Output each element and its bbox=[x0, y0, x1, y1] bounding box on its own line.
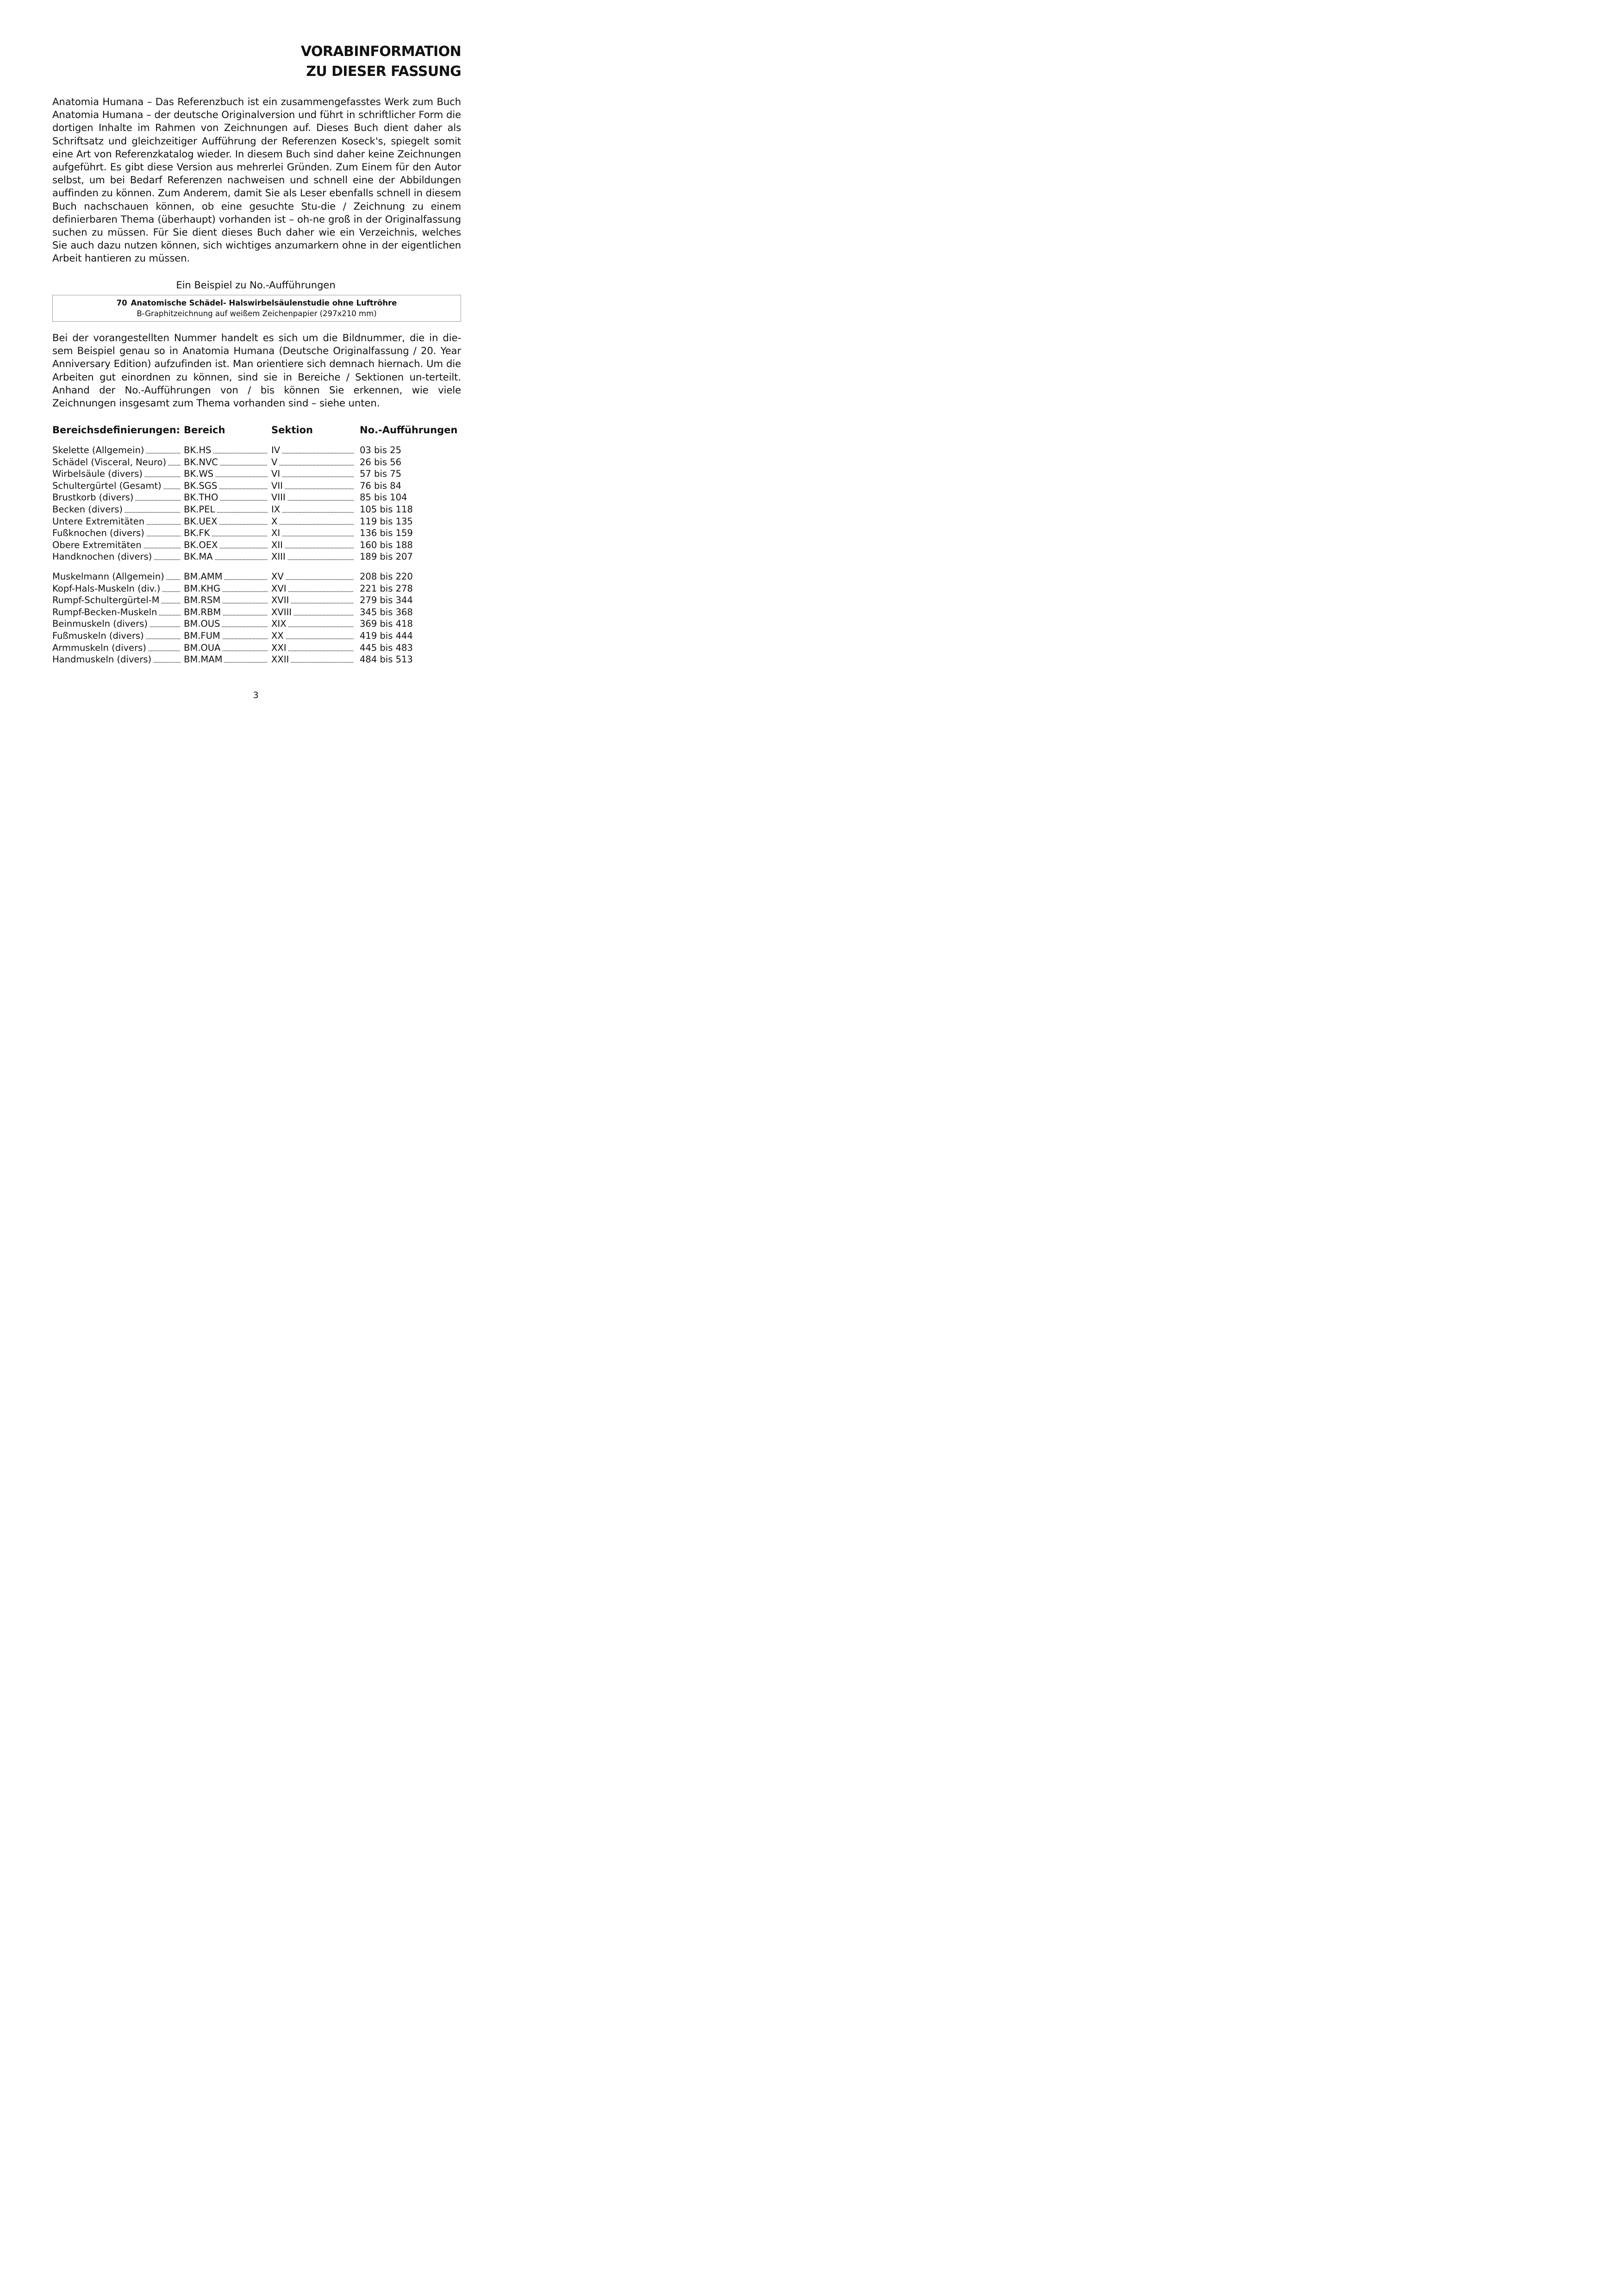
area-name-cell bbox=[52, 516, 181, 528]
bereich-cell-text: BK.NVC bbox=[184, 456, 218, 468]
area-name-cell-text: Rumpf-Schultergürtel-M bbox=[52, 595, 160, 606]
sektion-cell bbox=[271, 642, 354, 654]
area-name-cell bbox=[52, 456, 181, 468]
bereich-cell bbox=[184, 468, 268, 480]
title-line-2: ZU DIESER FASSUNG bbox=[306, 63, 461, 80]
area-name-cell-text: Schädel (Visceral, Neuro) bbox=[52, 456, 167, 468]
range-cell: 484 bis 513 bbox=[360, 654, 413, 665]
bereich-cell-text: BM.KHG bbox=[184, 583, 220, 594]
dot-leader bbox=[222, 650, 268, 651]
dot-leader bbox=[220, 500, 268, 501]
area-name-cell-text: Obere Extremitäten bbox=[52, 539, 142, 550]
sektion-cell-text: X bbox=[271, 516, 278, 527]
bereich-cell bbox=[184, 504, 268, 516]
area-name-cell bbox=[52, 618, 181, 630]
example-heading: Ein Beispiel zu No.-Aufführungen bbox=[176, 280, 336, 291]
header-no-auffuehrungen: No.-Aufführungen bbox=[360, 424, 458, 436]
area-name-cell-text: Handmuskeln (divers) bbox=[52, 654, 152, 665]
dot-leader bbox=[217, 512, 268, 513]
sektion-cell bbox=[271, 456, 354, 468]
area-name-cell-text: Wirbelsäule (divers) bbox=[52, 468, 143, 480]
dot-leader bbox=[282, 512, 354, 513]
page-title bbox=[301, 42, 461, 81]
area-name-cell-text: Armmuskeln (divers) bbox=[52, 642, 146, 653]
bereich-cell-text: BK.THO bbox=[184, 492, 219, 503]
dot-leader bbox=[144, 476, 181, 477]
area-name-cell-text: Skelette (Allgemein) bbox=[52, 445, 144, 455]
area-name-cell bbox=[52, 571, 181, 583]
example-box bbox=[52, 295, 461, 322]
bereich-cell-text: BK.HS bbox=[184, 445, 212, 455]
intro-paragraph-text: Anatomia Humana – Das Referenzbuch ist ein zusammengefasstes Werk zum Buch Anatomia Humana – der deutsche Originalversion und führt in schriftlicher Form die dortigen Inhalte im Rahmen von Zeichnungen auf. Dieses Buch dient daher als Schriftsatz und gleichzeitiger Aufführung der Referenzen Koseck's, spiegelt somit eine Art von Referenzkatalog wieder. In diesem Buch sind daher keine Zeichnungen aufgeführt. Es gibt diese Version aus mehrerlei Gründen. Zum Einem für den Autor selbst, um bei Bedarf Referenzen nachweisen und schnell eine der Abbildungen auffinden zu können. Zum Anderem, damit Sie als Leser ebenfalls schnell in diesem Buch nachschauen können, ob eine gesuchte Stu-die / Zeichnung zu einem definierbaren Thema (überhaupt) vorhanden ist – oh-ne groß in der Originalfassung suchen zu müssen. Für Sie dient dieses Buch daher wie ein Verzeichnis, welches Sie auch dazu nutzen können, sich wichtiges anzumarkern ohne in der eigentlichen Arbeit hantieren zu müssen. bbox=[52, 96, 461, 264]
dot-leader bbox=[146, 453, 181, 454]
dot-leader bbox=[286, 638, 354, 639]
area-name-cell bbox=[52, 527, 181, 539]
dot-leader bbox=[146, 638, 181, 639]
area-name-cell-text: Untere Extremitäten bbox=[52, 516, 145, 527]
sektion-cell bbox=[271, 444, 354, 456]
table-row bbox=[52, 516, 464, 528]
bereich-cell-text: BK.OEX bbox=[184, 539, 218, 550]
area-name-cell-text: Kopf-Hals-Muskeln (div.) bbox=[52, 583, 161, 594]
area-name-cell bbox=[52, 606, 181, 618]
sektion-cell bbox=[271, 571, 354, 583]
table-row bbox=[52, 618, 464, 630]
sektion-cell bbox=[271, 480, 354, 492]
sektion-cell bbox=[271, 504, 354, 516]
dot-leader bbox=[223, 615, 268, 616]
sektion-cell-text: VII bbox=[271, 480, 283, 491]
sektion-cell bbox=[271, 551, 354, 563]
dot-leader bbox=[213, 453, 268, 454]
table-row bbox=[52, 444, 464, 456]
dot-leader bbox=[222, 591, 268, 592]
dot-leader bbox=[215, 476, 268, 477]
table-row bbox=[52, 551, 464, 563]
sektion-cell bbox=[271, 618, 354, 630]
bereich-cell-text: BK.WS bbox=[184, 468, 214, 480]
bereich-cell bbox=[184, 551, 268, 563]
area-name-cell bbox=[52, 642, 181, 654]
dot-leader bbox=[215, 559, 268, 560]
dot-leader bbox=[287, 559, 354, 560]
area-name-cell bbox=[52, 551, 181, 563]
table-row bbox=[52, 642, 464, 654]
range-cell: 221 bis 278 bbox=[360, 583, 413, 594]
area-name-cell bbox=[52, 504, 181, 516]
area-name-cell bbox=[52, 480, 181, 492]
range-cell: 189 bis 207 bbox=[360, 551, 413, 562]
dot-leader bbox=[288, 591, 354, 592]
dot-leader bbox=[135, 500, 181, 501]
table-row bbox=[52, 539, 464, 551]
dot-leader bbox=[219, 548, 268, 549]
range-cell: 85 bis 104 bbox=[360, 492, 407, 503]
range-cell: 369 bis 418 bbox=[360, 618, 413, 630]
bereich-cell bbox=[184, 618, 268, 630]
area-name-cell-text: Fußknochen (divers) bbox=[52, 528, 144, 539]
sektion-cell-text: XXI bbox=[271, 642, 287, 653]
area-name-cell-text: Muskelmann (Allgemein) bbox=[52, 571, 164, 582]
table-row bbox=[52, 480, 464, 492]
sektion-cell bbox=[271, 492, 354, 504]
bereich-cell-text: BK.MA bbox=[184, 551, 213, 562]
dot-leader bbox=[222, 638, 268, 639]
area-name-cell bbox=[52, 594, 181, 606]
range-cell: 76 bis 84 bbox=[360, 480, 401, 491]
page-number: 3 bbox=[253, 690, 259, 700]
dot-leader bbox=[150, 626, 181, 627]
dot-leader bbox=[288, 650, 354, 651]
explanation-paragraph-text: Bei der vorangestellten Nummer handelt es sich um die Bildnummer, die in die-sem Beispiel genau so in Anatomia Humana (Deutsche Originalfassung / 20. Year Anniversary Edition) aufzufinden ist. Man orientiere sich demnach hiernach. Um die Arbeiten gut einordnen zu können, sind sie in Bereiche / Sektionen un-terteilt. Anhand der No.-Aufführungen von / bis können Sie erkennen, wie viele Zeichnungen insgesamt zum Thema vorhanden sind – siehe unten. bbox=[52, 332, 461, 409]
range-cell: 279 bis 344 bbox=[360, 595, 413, 606]
header-bereich: Bereich bbox=[184, 424, 225, 436]
area-name-cell bbox=[52, 539, 181, 551]
dot-leader bbox=[153, 662, 181, 663]
document-page bbox=[0, 0, 512, 723]
dot-leader bbox=[220, 465, 268, 466]
range-cell: 208 bis 220 bbox=[360, 571, 413, 582]
dot-leader bbox=[161, 603, 181, 604]
sektion-cell-text: XVII bbox=[271, 595, 289, 606]
sektion-cell-text: XIII bbox=[271, 551, 286, 562]
bereich-cell-text: BM.RSM bbox=[184, 595, 221, 606]
table-row bbox=[52, 492, 464, 504]
table-row bbox=[52, 468, 464, 480]
area-name-cell bbox=[52, 654, 181, 666]
area-name-cell-text: Fußmuskeln (divers) bbox=[52, 630, 144, 641]
area-name-cell-text: Beinmuskeln (divers) bbox=[52, 618, 148, 630]
bereich-cell bbox=[184, 654, 268, 666]
dot-leader bbox=[219, 524, 268, 525]
dot-leader bbox=[148, 650, 181, 651]
table-row bbox=[52, 571, 464, 583]
bereich-cell bbox=[184, 492, 268, 504]
bereich-cell bbox=[184, 642, 268, 654]
bereich-cell bbox=[184, 444, 268, 456]
bereich-cell-text: BK.FK bbox=[184, 528, 210, 539]
dot-leader bbox=[291, 662, 354, 663]
sektion-cell-text: VI bbox=[271, 468, 281, 480]
table-row bbox=[52, 606, 464, 618]
explanation-paragraph bbox=[52, 331, 461, 410]
dot-leader bbox=[224, 662, 268, 663]
bereich-cell bbox=[184, 539, 268, 551]
sektion-cell bbox=[271, 630, 354, 642]
bereich-cell bbox=[184, 630, 268, 642]
sektion-cell-text: XII bbox=[271, 539, 283, 550]
sektion-cell bbox=[271, 468, 354, 480]
table-row bbox=[52, 583, 464, 595]
bereich-cell-text: BM.OUA bbox=[184, 642, 221, 653]
bereich-cell bbox=[184, 606, 268, 618]
dot-leader bbox=[287, 500, 354, 501]
table-row bbox=[52, 654, 464, 666]
dot-leader bbox=[168, 465, 181, 466]
dot-leader bbox=[154, 559, 181, 560]
area-name-cell bbox=[52, 630, 181, 642]
area-name-cell bbox=[52, 468, 181, 480]
bereich-cell-text: BM.OUS bbox=[184, 618, 220, 630]
header-bereichsdefinierungen: Bereichsdefinierungen: bbox=[52, 424, 181, 436]
bereich-cell-text: BK.PEL bbox=[184, 504, 215, 515]
dot-leader bbox=[222, 626, 268, 627]
dot-leader bbox=[294, 615, 354, 616]
range-cell: 105 bis 118 bbox=[360, 504, 413, 515]
table-row bbox=[52, 456, 464, 468]
sektion-cell bbox=[271, 527, 354, 539]
dot-leader bbox=[222, 603, 268, 604]
area-name-cell bbox=[52, 444, 181, 456]
dot-leader bbox=[291, 603, 354, 604]
bereich-cell-text: BM.AMM bbox=[184, 571, 223, 582]
sektion-cell-text: XV bbox=[271, 571, 284, 582]
bereich-cell bbox=[184, 456, 268, 468]
area-name-cell bbox=[52, 583, 181, 595]
dot-leader bbox=[163, 488, 181, 489]
sektion-cell-text: IV bbox=[271, 445, 281, 455]
sektion-cell bbox=[271, 594, 354, 606]
sektion-cell-text: V bbox=[271, 456, 278, 468]
range-cell: 345 bis 368 bbox=[360, 606, 413, 617]
sektion-cell-text: XVIII bbox=[271, 606, 292, 617]
dot-leader bbox=[162, 591, 181, 592]
range-cell: 119 bis 135 bbox=[360, 516, 413, 527]
bereich-cell-text: BK.SGS bbox=[184, 480, 218, 491]
intro-paragraph bbox=[52, 95, 461, 265]
bereich-cell bbox=[184, 583, 268, 595]
bereich-cell bbox=[184, 594, 268, 606]
sektion-cell bbox=[271, 583, 354, 595]
dot-leader bbox=[146, 524, 181, 525]
bereich-cell bbox=[184, 571, 268, 583]
example-number: 70 bbox=[116, 299, 127, 307]
dot-leader bbox=[125, 512, 181, 513]
dot-leader bbox=[224, 579, 268, 580]
sektion-cell-text: XX bbox=[271, 630, 284, 641]
area-name-cell-text: Brustkorb (divers) bbox=[52, 492, 134, 503]
table-row bbox=[52, 630, 464, 642]
example-title: Anatomische Schädel- Halswirbelsäulenstudie ohne Luftröhre bbox=[131, 299, 397, 307]
range-cell: 136 bis 159 bbox=[360, 528, 413, 539]
sektion-cell bbox=[271, 539, 354, 551]
bereich-cell-text: BM.FUM bbox=[184, 630, 220, 641]
range-cell: 445 bis 483 bbox=[360, 642, 413, 653]
sektion-cell-text: VIII bbox=[271, 492, 286, 503]
dot-leader bbox=[166, 579, 181, 580]
bereich-cell bbox=[184, 480, 268, 492]
bereich-cell bbox=[184, 527, 268, 539]
example-title-line bbox=[53, 299, 461, 308]
dot-leader bbox=[285, 548, 354, 549]
sektion-cell-text: XVI bbox=[271, 583, 287, 594]
sektion-cell bbox=[271, 516, 354, 528]
range-cell: 03 bis 25 bbox=[360, 445, 401, 455]
bereich-cell bbox=[184, 516, 268, 528]
area-name-cell bbox=[52, 492, 181, 504]
bereich-cell-text: BM.RBM bbox=[184, 606, 221, 617]
example-subtitle: B-Graphitzeichnung auf weißem Zeichenpapier (297x210 mm) bbox=[137, 309, 377, 318]
range-cell: 160 bis 188 bbox=[360, 539, 413, 550]
dot-leader bbox=[159, 615, 181, 616]
dot-leader bbox=[279, 465, 354, 466]
sektion-cell bbox=[271, 606, 354, 618]
area-name-cell-text: Becken (divers) bbox=[52, 504, 123, 515]
range-cell: 419 bis 444 bbox=[360, 630, 413, 641]
bereich-cell-text: BK.UEX bbox=[184, 516, 218, 527]
dot-leader bbox=[286, 579, 354, 580]
dot-leader bbox=[282, 476, 354, 477]
title-line-1: VORABINFORMATION bbox=[300, 44, 461, 60]
range-cell: 26 bis 56 bbox=[360, 456, 401, 468]
area-name-cell-text: Handknochen (divers) bbox=[52, 551, 152, 562]
sektion-cell bbox=[271, 654, 354, 666]
dot-leader bbox=[285, 488, 354, 489]
dot-leader bbox=[288, 626, 354, 627]
sektion-cell-text: XXII bbox=[271, 654, 289, 665]
area-name-cell-text: Schultergürtel (Gesamt) bbox=[52, 480, 162, 491]
dot-leader bbox=[219, 488, 268, 489]
bereich-cell-text: BM.MAM bbox=[184, 654, 223, 665]
range-cell: 57 bis 75 bbox=[360, 468, 401, 480]
area-name-cell-text: Rumpf-Becken-Muskeln bbox=[52, 606, 157, 617]
table-row bbox=[52, 504, 464, 516]
dot-leader bbox=[144, 548, 181, 549]
table-row bbox=[52, 594, 464, 606]
sektion-cell-text: IX bbox=[271, 504, 281, 515]
sektion-cell-text: XIX bbox=[271, 618, 287, 630]
dot-leader bbox=[282, 453, 354, 454]
dot-leader bbox=[279, 524, 354, 525]
table-row bbox=[52, 527, 464, 539]
sektion-cell-text: XI bbox=[271, 528, 281, 539]
header-sektion: Sektion bbox=[271, 424, 313, 436]
